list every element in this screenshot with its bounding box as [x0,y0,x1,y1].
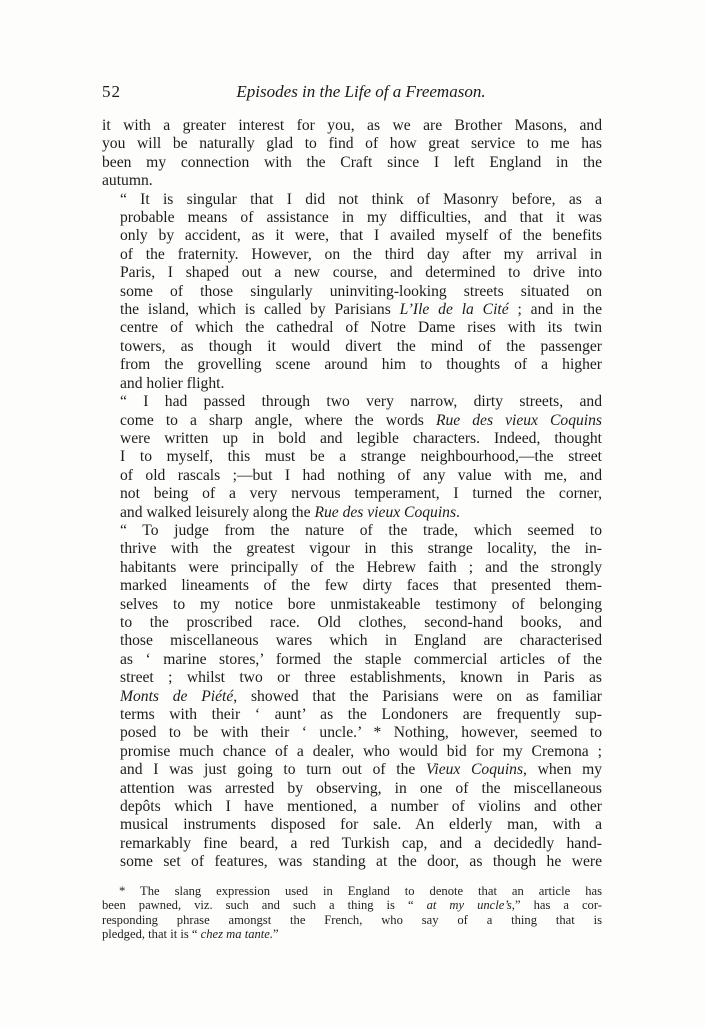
text-line: it with a greater interest for you, as we are Brother Masons, and [102,117,602,134]
text-line: towers, as though it would divert the mind of the passenger [120,337,602,355]
text-line: some of those singularly uninviting-looking streets situated on [120,282,602,300]
text-line: street ; whilst two or three establishments, known in Paris as [120,669,602,687]
text-line: not being of a very nervous temperament, I turned the corner, [120,485,602,503]
text-line: marked lineaments of the few dirty faces that presented them- [120,577,602,595]
running-title: Episodes in the Life of a Freemason. [236,82,486,101]
text-line: musical instruments disposed for sale. An elderly man, with a [120,816,602,834]
text-line: attention was arrested by observing, in one of the miscellaneous [120,779,602,797]
paragraph [102,191,602,393]
paragraph [102,393,602,522]
text-line: only by accident, as it were, that I availed myself of the benefits [120,227,602,245]
text-line: of the fraternity. However, on the third day after my arrival in [120,245,602,263]
text-line: thrive with the greatest vigour in this strange locality, the in- [120,540,602,558]
text-line: terms with their ‘ aunt’ as the Londoners are frequently sup- [120,706,602,723]
text-line: Monts de Piété, showed that the Parisians were on as familiar [120,687,602,705]
body-text [102,117,602,872]
text-line: centre of which the cathedral of Notre Dame rises with its twin [120,319,602,337]
text-line: were written up in bold and legible characters. Indeed, thought [120,429,602,447]
text-line: from the grovelling scene around him to thoughts of a higher [120,356,602,374]
text-line: come to a sharp angle, where the words Rue des vieux Coquins [120,411,603,429]
text-line: probable means of assistance in my difficulties, and that it was [120,209,602,227]
footnote-line: pledged, that it is “ chez ma tante.” [102,927,279,942]
text-line: depôts which I have mentioned, a number of violins and other [120,798,602,816]
text-line: selves to my notice bore unmistakeable testimony of belonging [120,595,602,613]
text-line: “ I had passed through two very narrow, dirty streets, and [120,393,602,411]
text-line: been my connection with the Craft since I left England in the [102,153,602,171]
text-line: autumn. [102,172,153,190]
text-line: promise much chance of a dealer, who would bid for my Cremona ; [120,742,602,760]
text-line: “ It is singular that I did not think of Masonry before, as a [120,190,602,208]
footnote-line: responding phrase amongst the French, who say of a thing that is [102,912,602,927]
text-line: you will be naturally glad to find of how great service to me has [102,135,602,153]
text-line: remarkably fine beard, a red Turkish cap, and a decidedly hand- [120,834,602,852]
text-line: as ‘ marine stores,’ formed the staple commercial articles of the [120,650,602,668]
text-line: habitants were principally of the Hebrew faith ; and the strongly [120,558,602,576]
text-line: posed to be with their ‘ uncle.’ * Nothing, however, seemed to [120,724,602,742]
text-line: of old rascals ;—but I had nothing of any value with me, and [120,466,602,484]
text-line: the island, which is called by Parisians L’Ile de la Cité ; and in the [120,301,603,319]
text-line: those miscellaneous wares which in England are characterised [120,632,602,650]
footnote-line: * The slang expression used in England to denote that an article has [119,884,602,898]
text-line: some set of features, was standing at the door, as though he were [120,853,602,871]
paragraph [102,522,602,872]
paragraph [102,117,602,191]
text-line: and I was just going to turn out of the Vieux Coquins, when my [120,761,602,779]
running-head [102,82,602,106]
text-line: I to myself, this must be a strange neighbourhood,—the street [120,448,602,466]
footnote [102,884,602,942]
text-line: to the proscribed race. Old clothes, second-hand books, and [120,613,602,631]
text-line: and walked leisurely along the Rue des vieux Coquins. [120,503,460,521]
text-line: Paris, I shaped out a new course, and determined to drive into [120,264,602,282]
text-line: and holier flight. [120,374,225,392]
footnote-line: been pawned, viz. such and such a thing is “ at my uncle’s,” has a cor- [102,898,602,913]
page-number: 52 [102,82,121,101]
text-line: “ To judge from the nature of the trade, which seemed to [120,521,602,539]
